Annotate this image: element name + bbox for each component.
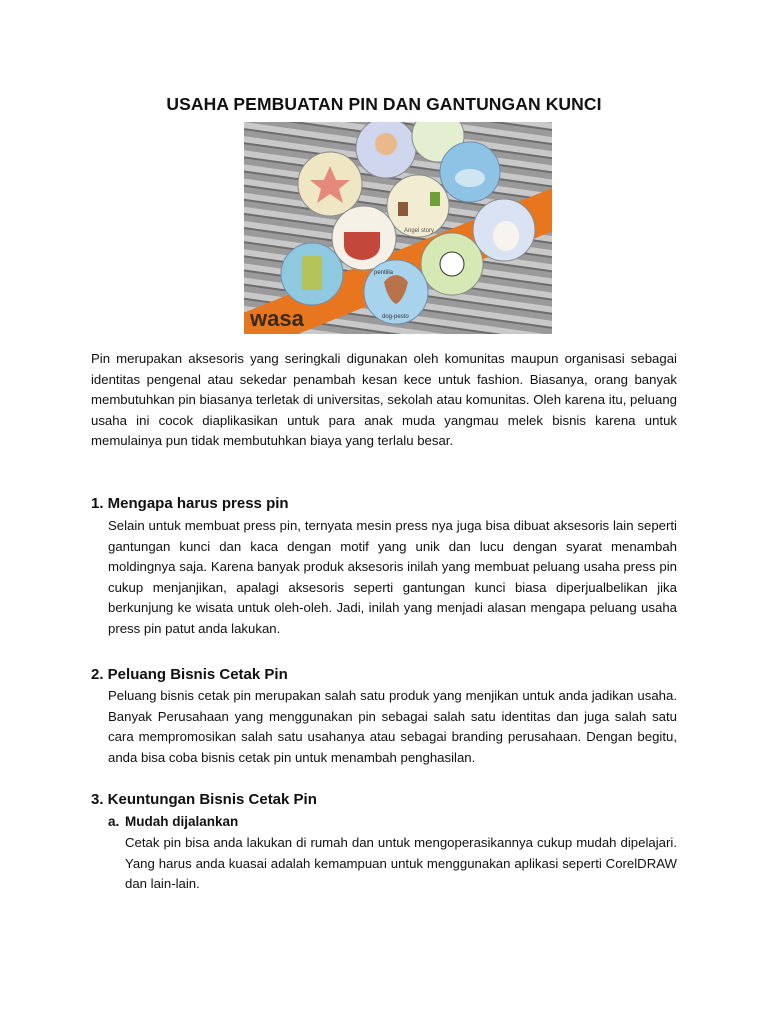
subsection-heading	[108, 814, 238, 829]
section-paragraph: Peluang bisnis cetak pin merupakan salah satu produk yang menjikan untuk anda jadikan usaha. Banyak Perusahaan yang menggunakan pin sebagai salah satu identitas dan juga salah satu cara mempromosikan salah satu usahanya atau sebagai branding perusahaan. Dengan begitu, anda bisa coba bisnis cetak pin untuk menambah penghasilan.	[108, 688, 677, 765]
pin-caption: pentilla	[374, 270, 394, 276]
pin-badge	[387, 175, 449, 237]
pin-badge	[421, 233, 483, 295]
section-paragraph: Selain untuk membuat press pin, ternyata mesin press nya juga bisa dibuat aksesoris lain seperti gantungan kunci dan kaca dengan motif yang unik dan lucu dengan syarat menambah moldingnya saja. Karena banyak produk aksesoris inilah yang membuat peluang usaha press pin cukup menjanjikan, apalagi aksesoris seperti gantungan kunci biasa diperjualbelikan jika berkunjung ke wisata untuk oleh-oleh. Jadi, inilah yang menjadi alasan mengapa peluang usaha press pin patut anda lakukan.	[108, 518, 677, 636]
pin-caption: Angel story	[404, 228, 435, 234]
pin-badge	[364, 260, 428, 324]
pin-badge	[440, 142, 500, 202]
pin-badge	[356, 122, 416, 178]
pins-photo	[244, 122, 552, 334]
section-heading: 3. Keuntungan Bisnis Cetak Pin	[91, 791, 317, 808]
pin-caption: dog-pesto	[382, 314, 409, 320]
pin-badge	[473, 199, 535, 261]
subsection-letter: a.	[108, 814, 120, 829]
pin-badge	[281, 243, 343, 305]
intro-paragraph: Pin merupakan aksesoris yang seringkali digunakan oleh komunitas maupun organisasi sebagai identitas pengenal atau sekedar penambah kesan kece untuk fashion. Biasanya, orang banyak membutuhkan pin biasanya terletak di universitas, sekolah atau komunitas. Oleh karena itu, peluang usaha ini cocok diaplikasikan untuk para anak muda yangmau melek bisnis karena untuk memulainya pun tidak membutuhkan biaya yang terlalu besar.	[91, 351, 677, 449]
pin-badge	[298, 152, 362, 216]
document-title: USAHA PEMBUATAN PIN DAN GANTUNGAN KUNCI	[166, 94, 602, 114]
section-heading: 2. Peluang Bisnis Cetak Pin	[91, 666, 288, 683]
subsection-title: Mudah dijalankan	[125, 814, 239, 829]
tape-text: wasa	[250, 306, 304, 331]
pin-badge	[332, 206, 396, 270]
section-heading: 1. Mengapa harus press pin	[91, 495, 289, 512]
subsection-paragraph: Cetak pin bisa anda lakukan di rumah dan untuk mengoperasikannya cukup mudah dipelajari. Yang harus anda kuasai adalah kemampuan untuk menggunakan aplikasi seperti CorelDRAW dan lain-lain.	[125, 835, 677, 892]
